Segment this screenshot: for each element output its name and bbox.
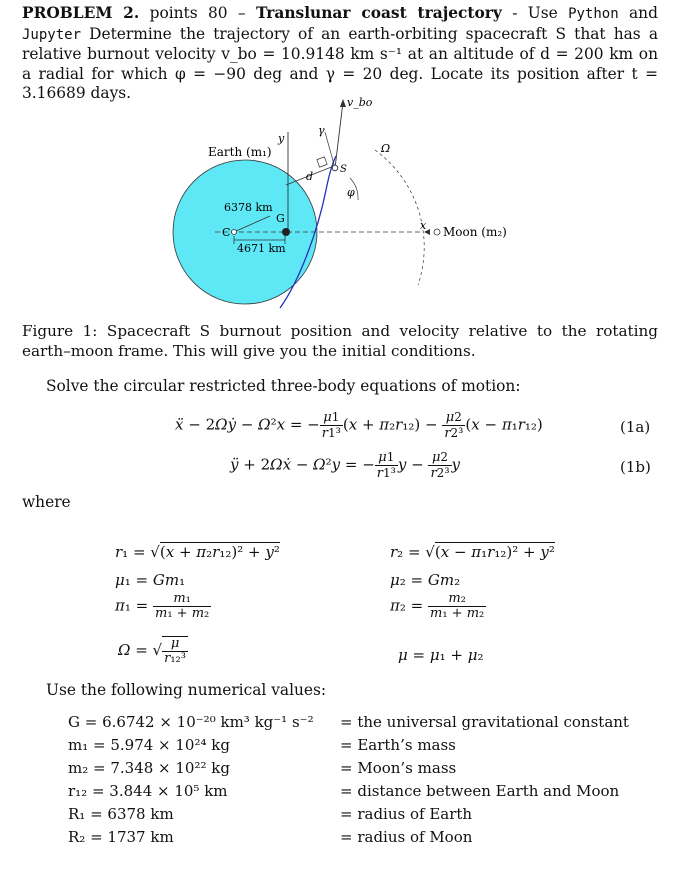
moon-point — [434, 229, 440, 235]
constant-symbol: G = 6.6742 × 10⁻²⁰ km³ kg⁻¹ s⁻² — [68, 712, 314, 731]
constant-description: = the universal gravitational constant — [340, 712, 629, 731]
velocity-vector — [335, 102, 343, 168]
constant-symbol: r₁₂ = 3.844 × 10⁵ km — [68, 781, 228, 800]
constant-description: = radius of Moon — [340, 827, 473, 846]
constant-description: = Earth’s mass — [340, 735, 456, 754]
radius-label: 6378 km — [224, 201, 273, 214]
tool-python: Python — [568, 6, 619, 22]
earth-label: Earth (m₁) — [208, 145, 272, 159]
def-mu1: μ₁ = Gm₁ — [115, 571, 186, 589]
c-label: C — [222, 226, 231, 239]
table-row — [68, 733, 629, 756]
omega-arc — [375, 150, 424, 285]
def-r2: r₂ = √(x − π₁r₁₂)² + y² — [390, 543, 555, 561]
constants-table — [68, 710, 629, 848]
d-label: d — [306, 170, 314, 183]
equation-1b: ÿ + 2Ωẋ − Ω²y = − $\frac{\mu 1}{\text{r1³}}$ y − $\frac{\mu 2}{\text{r2³}}$ y — [230, 450, 461, 481]
constant-symbol: R₂ = 1737 km — [68, 827, 174, 846]
problem-label: PROBLEM 2. — [22, 4, 140, 22]
g-label: G — [276, 212, 285, 225]
offset-label: 4671 km — [237, 242, 286, 255]
x-axis-label: x — [420, 219, 427, 232]
def-mu2: μ₂ = Gm₂ — [390, 571, 461, 589]
phi-label: φ — [347, 186, 355, 199]
trajectory-figure — [0, 90, 676, 315]
omega-label: Ω — [381, 142, 391, 155]
moon-label: Moon (m₂) — [443, 225, 507, 239]
problem-body: Determine the trajectory of an earth-orbiting spacecraft S that has a relative burnout velocity v_bo = 10.9148 km s⁻¹ at an altitude of d = 200 km on a radial for which φ = −90 deg and γ = 20 deg. Locate its position after t = 3.16689 days. — [22, 24, 658, 102]
problem-use: - Use — [512, 4, 558, 22]
problem-points: points 80 – — [149, 4, 246, 22]
def-pi1: π₁ = $\frac{\text{m₁}}{\text{m₁ + m₂}}$ — [115, 591, 210, 621]
eq-label-1a: (1a) — [620, 418, 651, 436]
constant-symbol: m₂ = 7.348 × 10²² kg — [68, 758, 230, 777]
values-intro: Use the following numerical values: — [46, 681, 327, 699]
instruction-text: Solve the circular restricted three-body equations of motion: — [46, 377, 521, 395]
eq-label-1b: (1b) — [620, 458, 651, 476]
equation-1a: ẍ − 2Ωẏ − Ω²x = − $\frac{\mu 1}{\text{r1³}}$ (x + π₂r₁₂) − $\frac{\mu 2}{\text{r2³}}$ (x − π₁r₁₂) — [175, 410, 543, 441]
constant-description: = Moon’s mass — [340, 758, 457, 777]
def-mu: μ = μ₁ + μ₂ — [398, 646, 484, 664]
table-row — [68, 802, 629, 825]
vbo-label: v_bo — [347, 96, 373, 109]
def-omega: Ω = √ $\frac{\mu}{\text{r₁₂³}}$ — [118, 636, 186, 666]
gamma-label: γ — [318, 124, 325, 137]
constant-description: = radius of Earth — [340, 804, 473, 823]
table-row — [68, 779, 629, 802]
table-row — [68, 825, 629, 848]
figure-caption: Figure 1: Spacecraft S burnout position and velocity relative to the rotating earth–moon frame. This will give you the initial conditions. — [22, 322, 658, 360]
spacecraft-point — [332, 165, 338, 171]
y-axis-label: y — [278, 132, 285, 145]
constant-description: = distance between Earth and Moon — [340, 781, 620, 800]
table-row — [68, 756, 629, 779]
constant-symbol: R₁ = 6378 km — [68, 804, 174, 823]
c-point — [232, 230, 237, 235]
tool-jupyter: Jupyter — [22, 26, 82, 43]
g-point — [282, 228, 290, 236]
problem-statement — [22, 4, 658, 104]
constant-symbol: m₁ = 5.974 × 10²⁴ kg — [68, 735, 230, 754]
def-pi2: π₂ = $\frac{\text{m₂}}{\text{m₁ + m₂}}$ — [390, 591, 485, 621]
table-row — [68, 710, 629, 733]
where-text: where — [22, 493, 71, 511]
problem-and: and — [629, 4, 658, 22]
def-r1: r₁ = √(x + π₂r₁₂)² + y² — [115, 543, 280, 561]
problem-title: Translunar coast trajectory — [255, 4, 502, 22]
s-label: S — [340, 164, 347, 175]
